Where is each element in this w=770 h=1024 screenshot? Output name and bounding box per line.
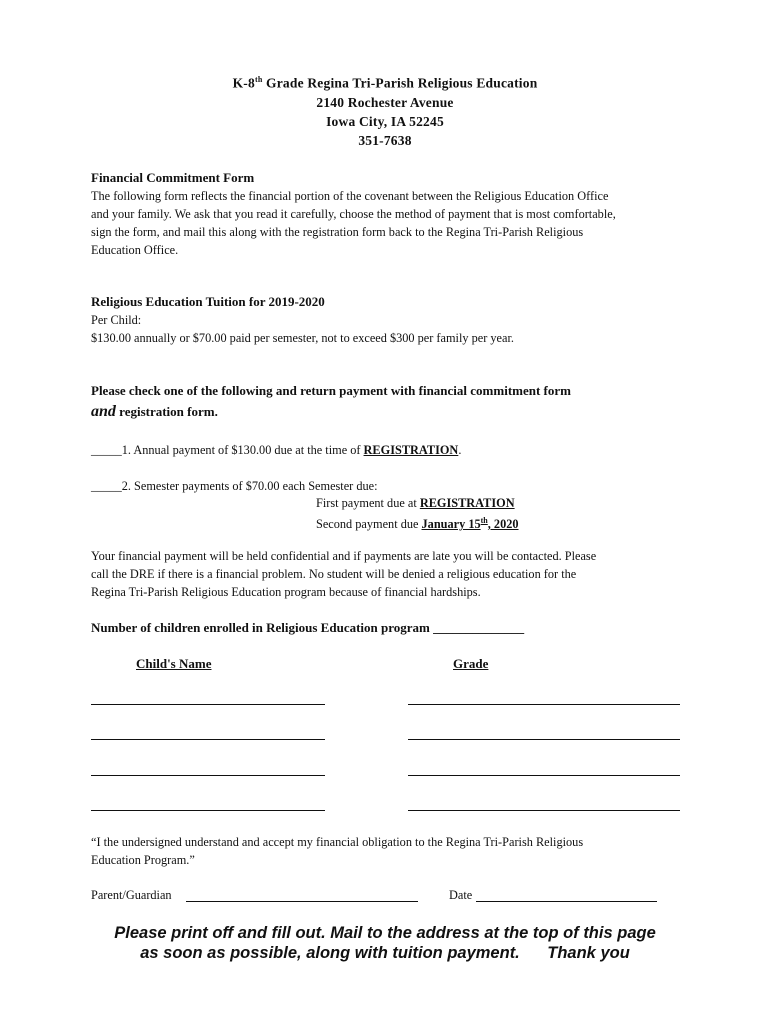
date-label: Date [449, 888, 473, 902]
child-name-field[interactable] [91, 775, 325, 776]
commitment-line: Education Office. [91, 243, 179, 257]
instructions-line1: Please check one of the following and return payment with financial commitment form [91, 383, 571, 398]
tuition-per-child: Per Child: [91, 313, 142, 327]
children-count-label[interactable]: Number of children enrolled in Religious Education program ______________ [91, 620, 525, 635]
child-grade-field[interactable] [408, 810, 680, 811]
acknowledgement-line: “I the undersigned understand and accept my financial obligation to the Regina Tri-Parish Religious [91, 835, 584, 849]
footer-line2: as soon as possible, along with tuition payment. Thank you [140, 944, 630, 962]
option-semester[interactable]: _____2. Semester payments of $70.00 each Semester due: [91, 479, 378, 493]
acknowledgement [91, 833, 583, 869]
instructions-and: and [91, 403, 116, 420]
child-name-field[interactable] [91, 739, 325, 740]
confidential-line: call the DRE if there is a financial problem. No student will be denied a religious education for the [91, 567, 577, 581]
parent-guardian-field[interactable] [186, 901, 418, 902]
header-city: Iowa City, IA 52245 [326, 114, 444, 129]
confidential-section [91, 547, 596, 601]
second-payment-due: Second payment due January 15th, 2020 [316, 516, 519, 532]
tuition-amount: $130.00 annually or $70.00 paid per semester, not to exceed $300 per family per year. [91, 331, 514, 345]
option-annual[interactable]: _____1. Annual payment of $130.00 due at the time of REGISTRATION. [91, 443, 462, 457]
parent-guardian-label: Parent/Guardian [91, 888, 172, 902]
commitment-line: and your family. We ask that you read it carefully, choose the method of payment that is most comfortable, [91, 207, 616, 221]
tuition-title: Religious Education Tuition for 2019-2020 [91, 294, 325, 309]
instructions-line2: and registration form. [91, 403, 218, 420]
child-name-field[interactable] [91, 810, 325, 811]
child-name-field[interactable] [91, 704, 325, 705]
child-name-header: Child's Name [136, 656, 212, 671]
child-grade-field[interactable] [408, 704, 680, 705]
instructions [91, 382, 571, 421]
child-grade-field[interactable] [408, 775, 680, 776]
grade-header: Grade [453, 656, 489, 671]
confidential-line: Regina Tri-Parish Religious Education program because of financial hardships. [91, 585, 481, 599]
acknowledgement-line: Education Program.” [91, 853, 195, 867]
commitment-line: sign the form, and mail this along with the registration form back to the Regina Tri-Parish Religious [91, 225, 584, 239]
option-annual-blank[interactable]: _____ [91, 443, 122, 457]
commitment-section [91, 169, 616, 259]
commitment-line: The following form reflects the financial portion of the covenant between the Religious Education Office [91, 189, 609, 203]
header-address: 2140 Rochester Avenue [316, 95, 454, 110]
tuition-section [91, 293, 514, 347]
header-phone: 351-7638 [358, 133, 412, 148]
child-grade-field[interactable] [408, 739, 680, 740]
option-semester-blank[interactable]: _____ [91, 479, 122, 493]
footer-line1: Please print off and fill out. Mail to the address at the top of this page [114, 924, 656, 942]
header-title: K-8th Grade Regina Tri-Parish Religious Education [232, 75, 538, 91]
first-payment-due: First payment due at REGISTRATION [316, 496, 515, 510]
commitment-title: Financial Commitment Form [91, 170, 255, 185]
date-field[interactable] [476, 901, 657, 902]
confidential-line: Your financial payment will be held confidential and if payments are late you will be contacted. Please [91, 549, 597, 563]
